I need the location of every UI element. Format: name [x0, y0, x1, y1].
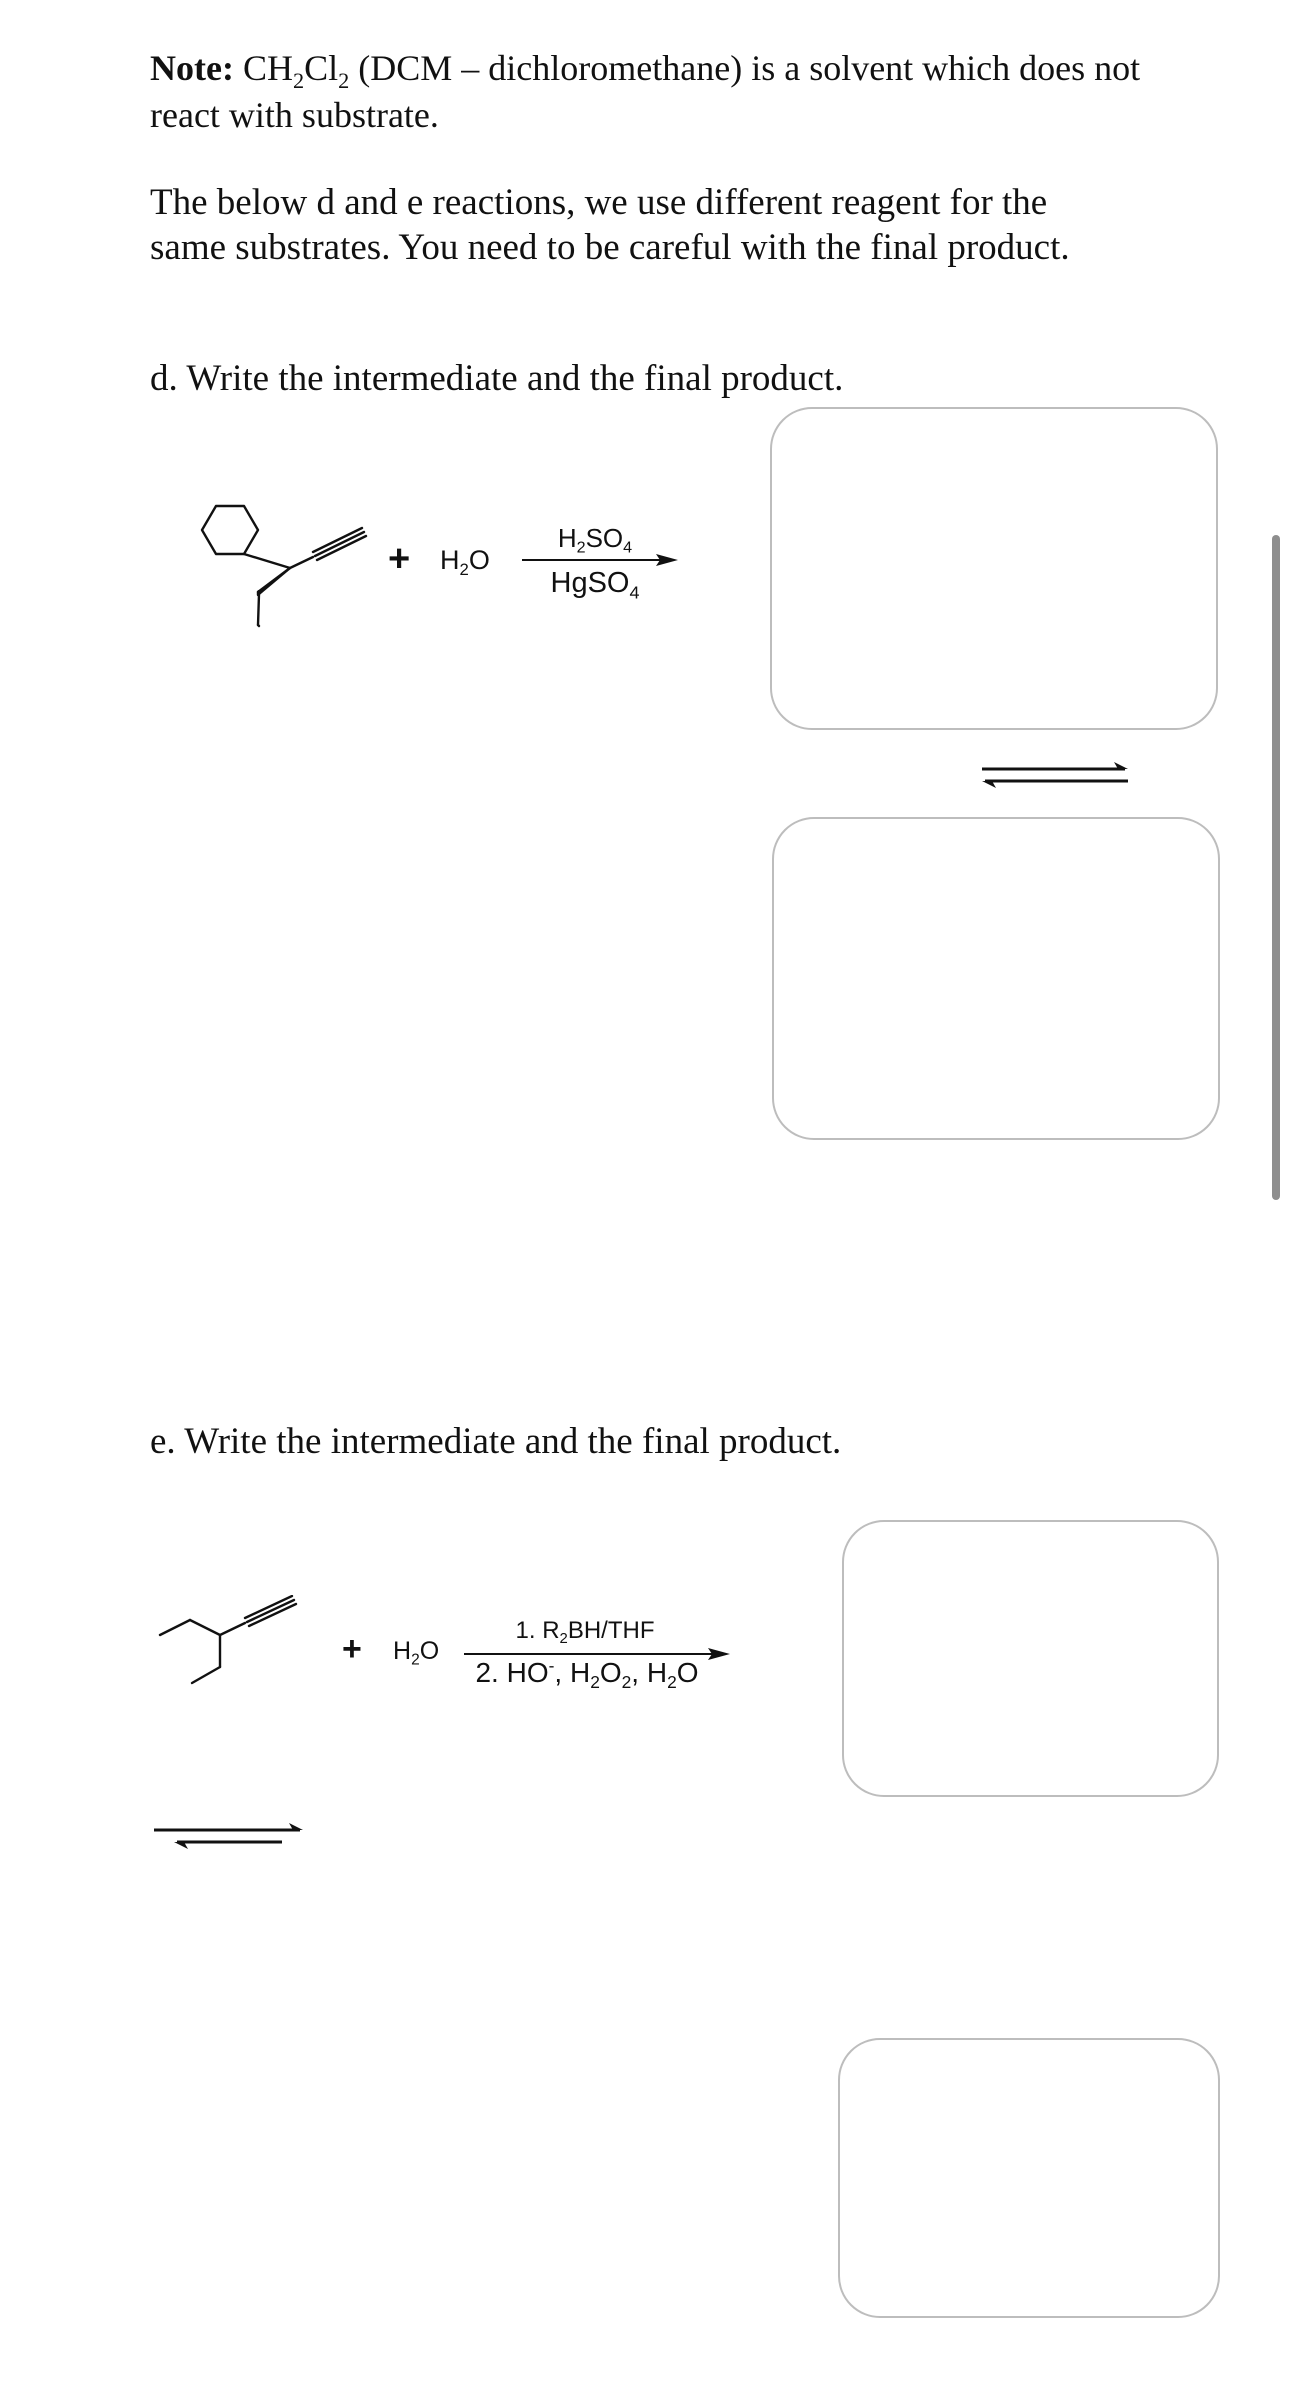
intro-line-1: The below d and e reactions, we use different reagent for the	[150, 182, 1048, 223]
part-d-heading: d. Write the intermediate and the final product.	[150, 358, 844, 399]
part-e-heading: e. Write the intermediate and the final product.	[150, 1421, 842, 1462]
intro-line-2: same substrates. You need to be careful with the final product.	[150, 227, 1070, 268]
part-e-final-product-box[interactable]	[838, 2038, 1220, 2318]
part-e-intermediate-box[interactable]	[842, 1520, 1219, 1797]
note-line-2: react with substrate.	[150, 95, 439, 135]
part-d-water: $H_2O$	[440, 545, 490, 579]
note-label: Note:	[150, 48, 234, 88]
note-formula: $CH_2Cl_2$	[242, 48, 350, 93]
part-e-plus: +	[342, 1630, 362, 1668]
note-text: (DCM – dichloromethane) is a solvent which does not	[349, 48, 1141, 88]
part-e-reagent-line-2: 2. HO-, $H_2O_2$, $H_2O$	[475, 1655, 699, 1693]
note-paragraph	[150, 45, 1250, 139]
part-d-reagent-top: $H_2SO_4$	[557, 523, 633, 557]
cyclohexane-ring	[202, 506, 258, 554]
note-line-1	[150, 45, 1250, 92]
part-d-equilibrium-arrows	[980, 758, 1130, 792]
part-d-substituent-chain	[250, 590, 290, 630]
part-d-final-product-box[interactable]	[772, 817, 1220, 1140]
part-d-intermediate-box[interactable]	[770, 407, 1218, 730]
intro-paragraph	[150, 180, 1250, 270]
part-e-water: $H_2O$	[393, 1637, 440, 1669]
part-e-reagent-line-1: 1. $R_2BH$/THF	[515, 1617, 655, 1648]
scrollbar-thumb[interactable]	[1272, 535, 1280, 1200]
part-d-plus: +	[388, 538, 411, 580]
part-e-equilibrium-arrows	[150, 1818, 310, 1852]
part-d-reagent-bottom: HgSO$_4$	[550, 567, 640, 603]
part-e-reactant-structure	[150, 1595, 330, 1715]
